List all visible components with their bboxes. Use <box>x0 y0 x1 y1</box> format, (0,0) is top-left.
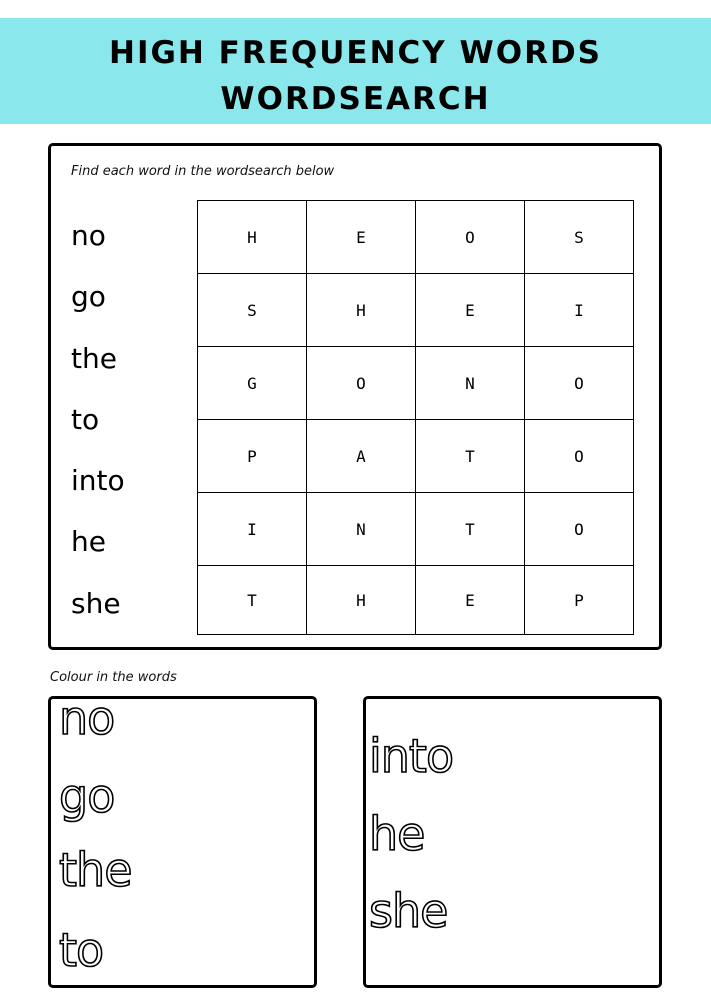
word-list-item: no <box>71 219 106 252</box>
grid-cell: I <box>525 274 634 347</box>
grid-row <box>198 347 634 420</box>
grid-cell: T <box>416 493 525 566</box>
title-banner <box>0 18 711 124</box>
grid-cell: H <box>307 274 416 347</box>
grid-cell: T <box>416 420 525 493</box>
letter-grid <box>197 200 634 635</box>
outline-word: into <box>369 729 454 783</box>
grid-cell: A <box>307 420 416 493</box>
grid-cell: N <box>416 347 525 420</box>
grid-row <box>198 274 634 347</box>
grid-cell: S <box>198 274 307 347</box>
wordsearch-panel <box>48 143 662 650</box>
grid-cell: E <box>307 201 416 274</box>
word-list-item: she <box>71 586 121 620</box>
outline-word: she <box>369 884 448 938</box>
grid-cell: O <box>525 493 634 566</box>
grid-cell: I <box>198 493 307 566</box>
colouring-panel-left <box>48 691 317 988</box>
grid-cell: O <box>416 201 525 274</box>
colouring-panel-right <box>363 696 662 988</box>
grid-cell: E <box>416 274 525 347</box>
grid-cell: N <box>307 493 416 566</box>
grid-cell: S <box>525 201 634 274</box>
outline-word: no <box>59 691 115 745</box>
grid-cell: H <box>198 201 307 274</box>
grid-cell: G <box>198 347 307 420</box>
wordsearch-instruction: Find each word in the wordsearch below <box>71 164 335 179</box>
grid-cell: E <box>416 566 525 635</box>
grid-cell: O <box>307 347 416 420</box>
word-list-item: the <box>71 341 117 375</box>
grid-row <box>198 493 634 566</box>
grid-cell: T <box>198 566 307 635</box>
grid-cell: O <box>525 347 634 420</box>
outline-word: go <box>59 769 115 823</box>
grid-cell: O <box>525 420 634 493</box>
grid-row <box>198 420 634 493</box>
word-list-item: to <box>71 402 100 436</box>
word-list-item: he <box>71 525 106 559</box>
outline-word: he <box>369 807 425 861</box>
grid-row <box>198 201 634 274</box>
grid-cell: P <box>525 566 634 635</box>
title-line-2: WORDSEARCH <box>220 81 491 117</box>
outline-word: the <box>59 843 132 897</box>
grid-cell: H <box>307 566 416 635</box>
word-list <box>71 216 125 645</box>
word-list-item: into <box>71 464 125 498</box>
grid-cell: P <box>198 420 307 493</box>
word-list-item: go <box>71 280 106 314</box>
title-line-1: HIGH FREQUENCY WORDS <box>109 35 602 71</box>
colouring-instruction: Colour in the words <box>50 670 177 685</box>
outline-word: to <box>59 923 104 977</box>
grid-row <box>198 566 634 635</box>
